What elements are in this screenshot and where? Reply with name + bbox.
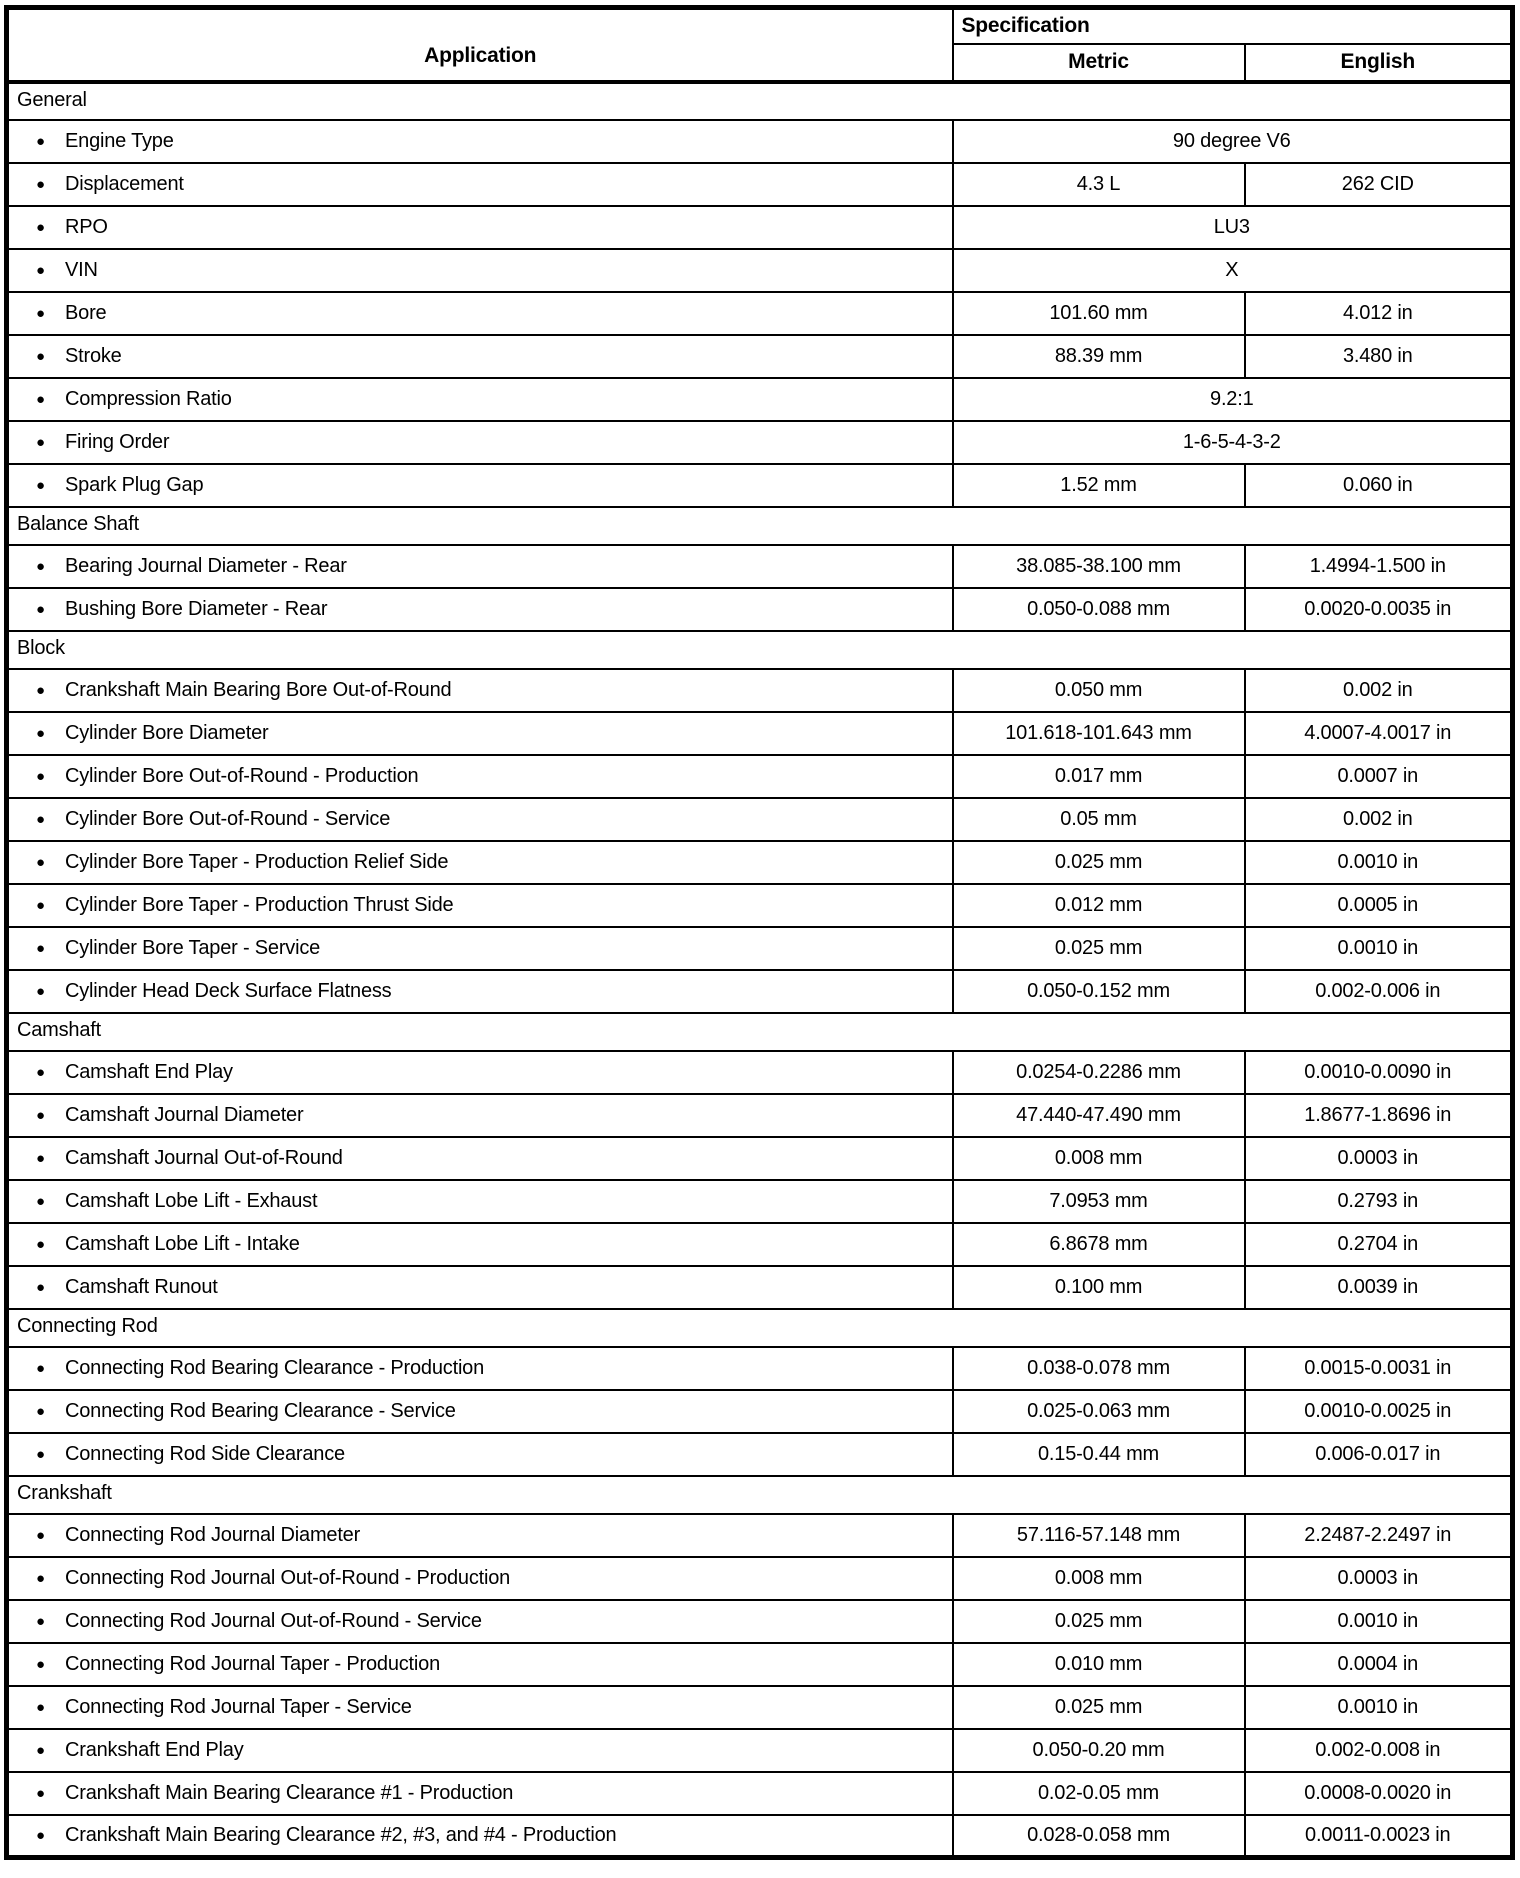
application-label: Camshaft End Play [65, 1060, 233, 1083]
bullet-icon: ● [36, 1655, 45, 1673]
application-cell [7, 335, 953, 378]
bullet-icon: ● [36, 347, 45, 365]
section-header-row [7, 82, 1513, 120]
bullet-icon: ● [36, 1612, 45, 1630]
application-label: Connecting Rod Journal Out-of-Round - Service [65, 1609, 482, 1632]
english-value: 1.4994-1.500 in [1245, 545, 1513, 588]
engine-specifications-table [4, 5, 1515, 1860]
application-label: Connecting Rod Journal Diameter [65, 1523, 361, 1546]
application-label: Crankshaft Main Bearing Clearance #2, #3, and #4 - Production [65, 1823, 617, 1846]
bullet-icon: ● [36, 1784, 45, 1802]
application-label: Crankshaft Main Bearing Bore Out-of-Round [65, 678, 452, 701]
application-label: Cylinder Head Deck Surface Flatness [65, 979, 392, 1002]
application-cell [7, 545, 953, 588]
application-cell [7, 841, 953, 884]
section-title: General [7, 82, 1513, 120]
application-label: Bushing Bore Diameter - Rear [65, 597, 328, 620]
section-header-row [7, 1476, 1513, 1514]
application-cell [7, 1815, 953, 1858]
application-label: Cylinder Bore Taper - Production Thrust Side [65, 893, 454, 916]
metric-value: 0.008 mm [953, 1137, 1245, 1180]
application-label: Firing Order [65, 430, 170, 453]
application-label: Camshaft Journal Diameter [65, 1103, 304, 1126]
application-cell [7, 669, 953, 712]
table-header [7, 8, 1513, 82]
bullet-icon: ● [36, 261, 45, 279]
bullet-icon: ● [36, 681, 45, 699]
bullet-icon: ● [36, 896, 45, 914]
english-value: 262 CID [1245, 163, 1513, 206]
english-value: 0.0011-0.0023 in [1245, 1815, 1513, 1858]
bullet-icon: ● [36, 1235, 45, 1253]
metric-value: 0.028-0.058 mm [953, 1815, 1245, 1858]
bullet-icon: ● [36, 433, 45, 451]
spec-row [7, 1266, 1513, 1309]
section-header-row [7, 1013, 1513, 1051]
application-label: Stroke [65, 344, 122, 367]
application-cell [7, 1433, 953, 1476]
metric-value: 57.116-57.148 mm [953, 1514, 1245, 1557]
metric-value: 88.39 mm [953, 335, 1245, 378]
spec-row [7, 1815, 1513, 1858]
english-value: 3.480 in [1245, 335, 1513, 378]
spec-row [7, 421, 1513, 464]
bullet-icon: ● [36, 853, 45, 871]
metric-value: 47.440-47.490 mm [953, 1094, 1245, 1137]
spec-row [7, 798, 1513, 841]
application-cell [7, 163, 953, 206]
bullet-icon: ● [36, 1149, 45, 1167]
spec-row [7, 249, 1513, 292]
spec-row [7, 163, 1513, 206]
application-label: RPO [65, 215, 108, 238]
application-cell [7, 588, 953, 631]
bullet-icon: ● [36, 390, 45, 408]
application-label: Compression Ratio [65, 387, 232, 410]
application-label: Cylinder Bore Taper - Service [65, 936, 321, 959]
application-label: Camshaft Lobe Lift - Intake [65, 1232, 300, 1255]
application-cell [7, 1223, 953, 1266]
spec-row [7, 755, 1513, 798]
spec-row [7, 378, 1513, 421]
spec-row [7, 292, 1513, 335]
application-label: Connecting Rod Bearing Clearance - Service [65, 1399, 456, 1422]
spec-row [7, 1686, 1513, 1729]
metric-value: 0.010 mm [953, 1643, 1245, 1686]
metric-value: 0.025 mm [953, 1600, 1245, 1643]
bullet-icon: ● [36, 939, 45, 957]
bullet-icon: ● [36, 304, 45, 322]
section-header-row [7, 631, 1513, 669]
spec-row [7, 206, 1513, 249]
spec-value-combined: X [953, 249, 1513, 292]
bullet-icon: ● [36, 767, 45, 785]
application-label: Bearing Journal Diameter - Rear [65, 554, 347, 577]
spec-row [7, 1729, 1513, 1772]
application-cell [7, 1094, 953, 1137]
english-value: 0.0008-0.0020 in [1245, 1772, 1513, 1815]
application-cell [7, 1347, 953, 1390]
application-cell [7, 1686, 953, 1729]
application-cell [7, 1772, 953, 1815]
spec-row [7, 1557, 1513, 1600]
application-cell [7, 970, 953, 1013]
metric-value: 0.100 mm [953, 1266, 1245, 1309]
english-value: 0.0010 in [1245, 841, 1513, 884]
bullet-icon: ● [36, 1402, 45, 1420]
metric-value: 0.050-0.20 mm [953, 1729, 1245, 1772]
english-value: 4.0007-4.0017 in [1245, 712, 1513, 755]
spec-row [7, 970, 1513, 1013]
bullet-icon: ● [36, 1359, 45, 1377]
bullet-icon: ● [36, 132, 45, 150]
metric-value: 6.8678 mm [953, 1223, 1245, 1266]
spec-row [7, 1643, 1513, 1686]
application-cell [7, 1729, 953, 1772]
application-cell [7, 1514, 953, 1557]
spec-row [7, 1347, 1513, 1390]
spec-table-body [7, 82, 1513, 1858]
section-header-row [7, 1309, 1513, 1347]
bullet-icon: ● [36, 1192, 45, 1210]
application-label: Connecting Rod Side Clearance [65, 1442, 345, 1465]
english-value: 0.0003 in [1245, 1137, 1513, 1180]
application-cell [7, 206, 953, 249]
bullet-icon: ● [36, 1063, 45, 1081]
application-label: Crankshaft End Play [65, 1738, 244, 1761]
spec-row [7, 712, 1513, 755]
english-value: 0.0010 in [1245, 927, 1513, 970]
metric-value: 0.0254-0.2286 mm [953, 1051, 1245, 1094]
application-label: Connecting Rod Bearing Clearance - Production [65, 1356, 485, 1379]
spec-row [7, 1137, 1513, 1180]
application-cell [7, 120, 953, 163]
metric-value: 101.60 mm [953, 292, 1245, 335]
english-value: 0.002-0.008 in [1245, 1729, 1513, 1772]
metric-value: 0.025-0.063 mm [953, 1390, 1245, 1433]
english-value: 0.002 in [1245, 798, 1513, 841]
spec-row [7, 1433, 1513, 1476]
bullet-icon: ● [36, 1445, 45, 1463]
spec-row [7, 1600, 1513, 1643]
spec-value-combined: 1-6-5-4-3-2 [953, 421, 1513, 464]
english-value: 2.2487-2.2497 in [1245, 1514, 1513, 1557]
english-value: 1.8677-1.8696 in [1245, 1094, 1513, 1137]
spec-row [7, 335, 1513, 378]
english-value: 0.0010 in [1245, 1600, 1513, 1643]
application-cell [7, 249, 953, 292]
spec-value-combined: 9.2:1 [953, 378, 1513, 421]
metric-value: 7.0953 mm [953, 1180, 1245, 1223]
spec-row [7, 884, 1513, 927]
bullet-icon: ● [36, 810, 45, 828]
application-label: Cylinder Bore Out-of-Round - Service [65, 807, 391, 830]
metric-value: 0.025 mm [953, 841, 1245, 884]
bullet-icon: ● [36, 1106, 45, 1124]
english-value: 0.0004 in [1245, 1643, 1513, 1686]
application-cell [7, 1180, 953, 1223]
metric-value: 0.012 mm [953, 884, 1245, 927]
spec-row [7, 1772, 1513, 1815]
application-cell [7, 421, 953, 464]
bullet-icon: ● [36, 724, 45, 742]
metric-value: 0.017 mm [953, 755, 1245, 798]
application-cell [7, 378, 953, 421]
english-value: 0.2704 in [1245, 1223, 1513, 1266]
metric-value: 0.050-0.152 mm [953, 970, 1245, 1013]
english-value: 0.002-0.006 in [1245, 970, 1513, 1013]
application-label: Cylinder Bore Out-of-Round - Production [65, 764, 419, 787]
application-label: Cylinder Bore Diameter [65, 721, 269, 744]
application-column-header: Application [7, 8, 953, 82]
metric-value: 38.085-38.100 mm [953, 545, 1245, 588]
spec-row [7, 1180, 1513, 1223]
application-cell [7, 712, 953, 755]
spec-row [7, 1094, 1513, 1137]
spec-row [7, 669, 1513, 712]
application-cell [7, 1266, 953, 1309]
metric-value: 0.05 mm [953, 798, 1245, 841]
bullet-icon: ● [36, 557, 45, 575]
application-label: Camshaft Runout [65, 1275, 218, 1298]
application-label: Connecting Rod Journal Taper - Service [65, 1695, 412, 1718]
bullet-icon: ● [36, 982, 45, 1000]
spec-row [7, 841, 1513, 884]
section-title: Crankshaft [7, 1476, 1513, 1514]
english-value: 0.2793 in [1245, 1180, 1513, 1223]
application-label: Spark Plug Gap [65, 473, 204, 496]
english-value: 0.0007 in [1245, 755, 1513, 798]
specification-column-header: Specification [953, 8, 1513, 44]
spec-row [7, 120, 1513, 163]
spec-value-combined: LU3 [953, 206, 1513, 249]
english-value: 0.002 in [1245, 669, 1513, 712]
bullet-icon: ● [36, 1698, 45, 1716]
application-cell [7, 1557, 953, 1600]
spec-row [7, 1514, 1513, 1557]
english-value: 0.0003 in [1245, 1557, 1513, 1600]
bullet-icon: ● [36, 1278, 45, 1296]
application-cell [7, 1600, 953, 1643]
metric-value: 0.038-0.078 mm [953, 1347, 1245, 1390]
bullet-icon: ● [36, 218, 45, 236]
spec-row [7, 588, 1513, 631]
application-cell [7, 755, 953, 798]
english-value: 0.0010-0.0090 in [1245, 1051, 1513, 1094]
spec-row [7, 545, 1513, 588]
application-cell [7, 1390, 953, 1433]
application-cell [7, 1643, 953, 1686]
english-value: 0.006-0.017 in [1245, 1433, 1513, 1476]
metric-value: 101.618-101.643 mm [953, 712, 1245, 755]
section-header-row [7, 507, 1513, 545]
application-label: Bore [65, 301, 107, 324]
section-title: Balance Shaft [7, 507, 1513, 545]
application-cell [7, 464, 953, 507]
metric-value: 1.52 mm [953, 464, 1245, 507]
english-value: 0.0015-0.0031 in [1245, 1347, 1513, 1390]
english-column-header: English [1245, 44, 1513, 82]
english-value: 0.0020-0.0035 in [1245, 588, 1513, 631]
application-label: Cylinder Bore Taper - Production Relief Side [65, 850, 449, 873]
metric-value: 0.050-0.088 mm [953, 588, 1245, 631]
metric-value: 0.025 mm [953, 927, 1245, 970]
spec-row [7, 1051, 1513, 1094]
metric-column-header: Metric [953, 44, 1245, 82]
english-value: 0.0039 in [1245, 1266, 1513, 1309]
bullet-icon: ● [36, 1569, 45, 1587]
spec-row [7, 927, 1513, 970]
application-cell [7, 1137, 953, 1180]
application-label: Camshaft Journal Out-of-Round [65, 1146, 343, 1169]
header-row-specification [7, 8, 1513, 44]
application-label: VIN [65, 258, 98, 281]
application-cell [7, 798, 953, 841]
english-value: 0.0010-0.0025 in [1245, 1390, 1513, 1433]
bullet-icon: ● [36, 175, 45, 193]
spec-row [7, 464, 1513, 507]
english-value: 0.060 in [1245, 464, 1513, 507]
application-label: Connecting Rod Journal Taper - Production [65, 1652, 440, 1675]
metric-value: 0.050 mm [953, 669, 1245, 712]
bullet-icon: ● [36, 600, 45, 618]
application-label: Camshaft Lobe Lift - Exhaust [65, 1189, 318, 1212]
bullet-icon: ● [36, 1741, 45, 1759]
spec-row [7, 1223, 1513, 1266]
metric-value: 0.02-0.05 mm [953, 1772, 1245, 1815]
metric-value: 0.008 mm [953, 1557, 1245, 1600]
bullet-icon: ● [36, 1826, 45, 1844]
application-label: Crankshaft Main Bearing Clearance #1 - Production [65, 1781, 514, 1804]
application-label: Engine Type [65, 129, 174, 152]
bullet-icon: ● [36, 1526, 45, 1544]
section-title: Connecting Rod [7, 1309, 1513, 1347]
spec-row [7, 1390, 1513, 1433]
application-cell [7, 292, 953, 335]
section-title: Block [7, 631, 1513, 669]
english-value: 0.0010 in [1245, 1686, 1513, 1729]
metric-value: 4.3 L [953, 163, 1245, 206]
metric-value: 0.15-0.44 mm [953, 1433, 1245, 1476]
english-value: 0.0005 in [1245, 884, 1513, 927]
metric-value: 0.025 mm [953, 1686, 1245, 1729]
section-title: Camshaft [7, 1013, 1513, 1051]
application-cell [7, 927, 953, 970]
application-cell [7, 884, 953, 927]
application-label: Displacement [65, 172, 184, 195]
english-value: 4.012 in [1245, 292, 1513, 335]
bullet-icon: ● [36, 476, 45, 494]
application-label: Connecting Rod Journal Out-of-Round - Production [65, 1566, 511, 1589]
spec-value-combined: 90 degree V6 [953, 120, 1513, 163]
application-cell [7, 1051, 953, 1094]
